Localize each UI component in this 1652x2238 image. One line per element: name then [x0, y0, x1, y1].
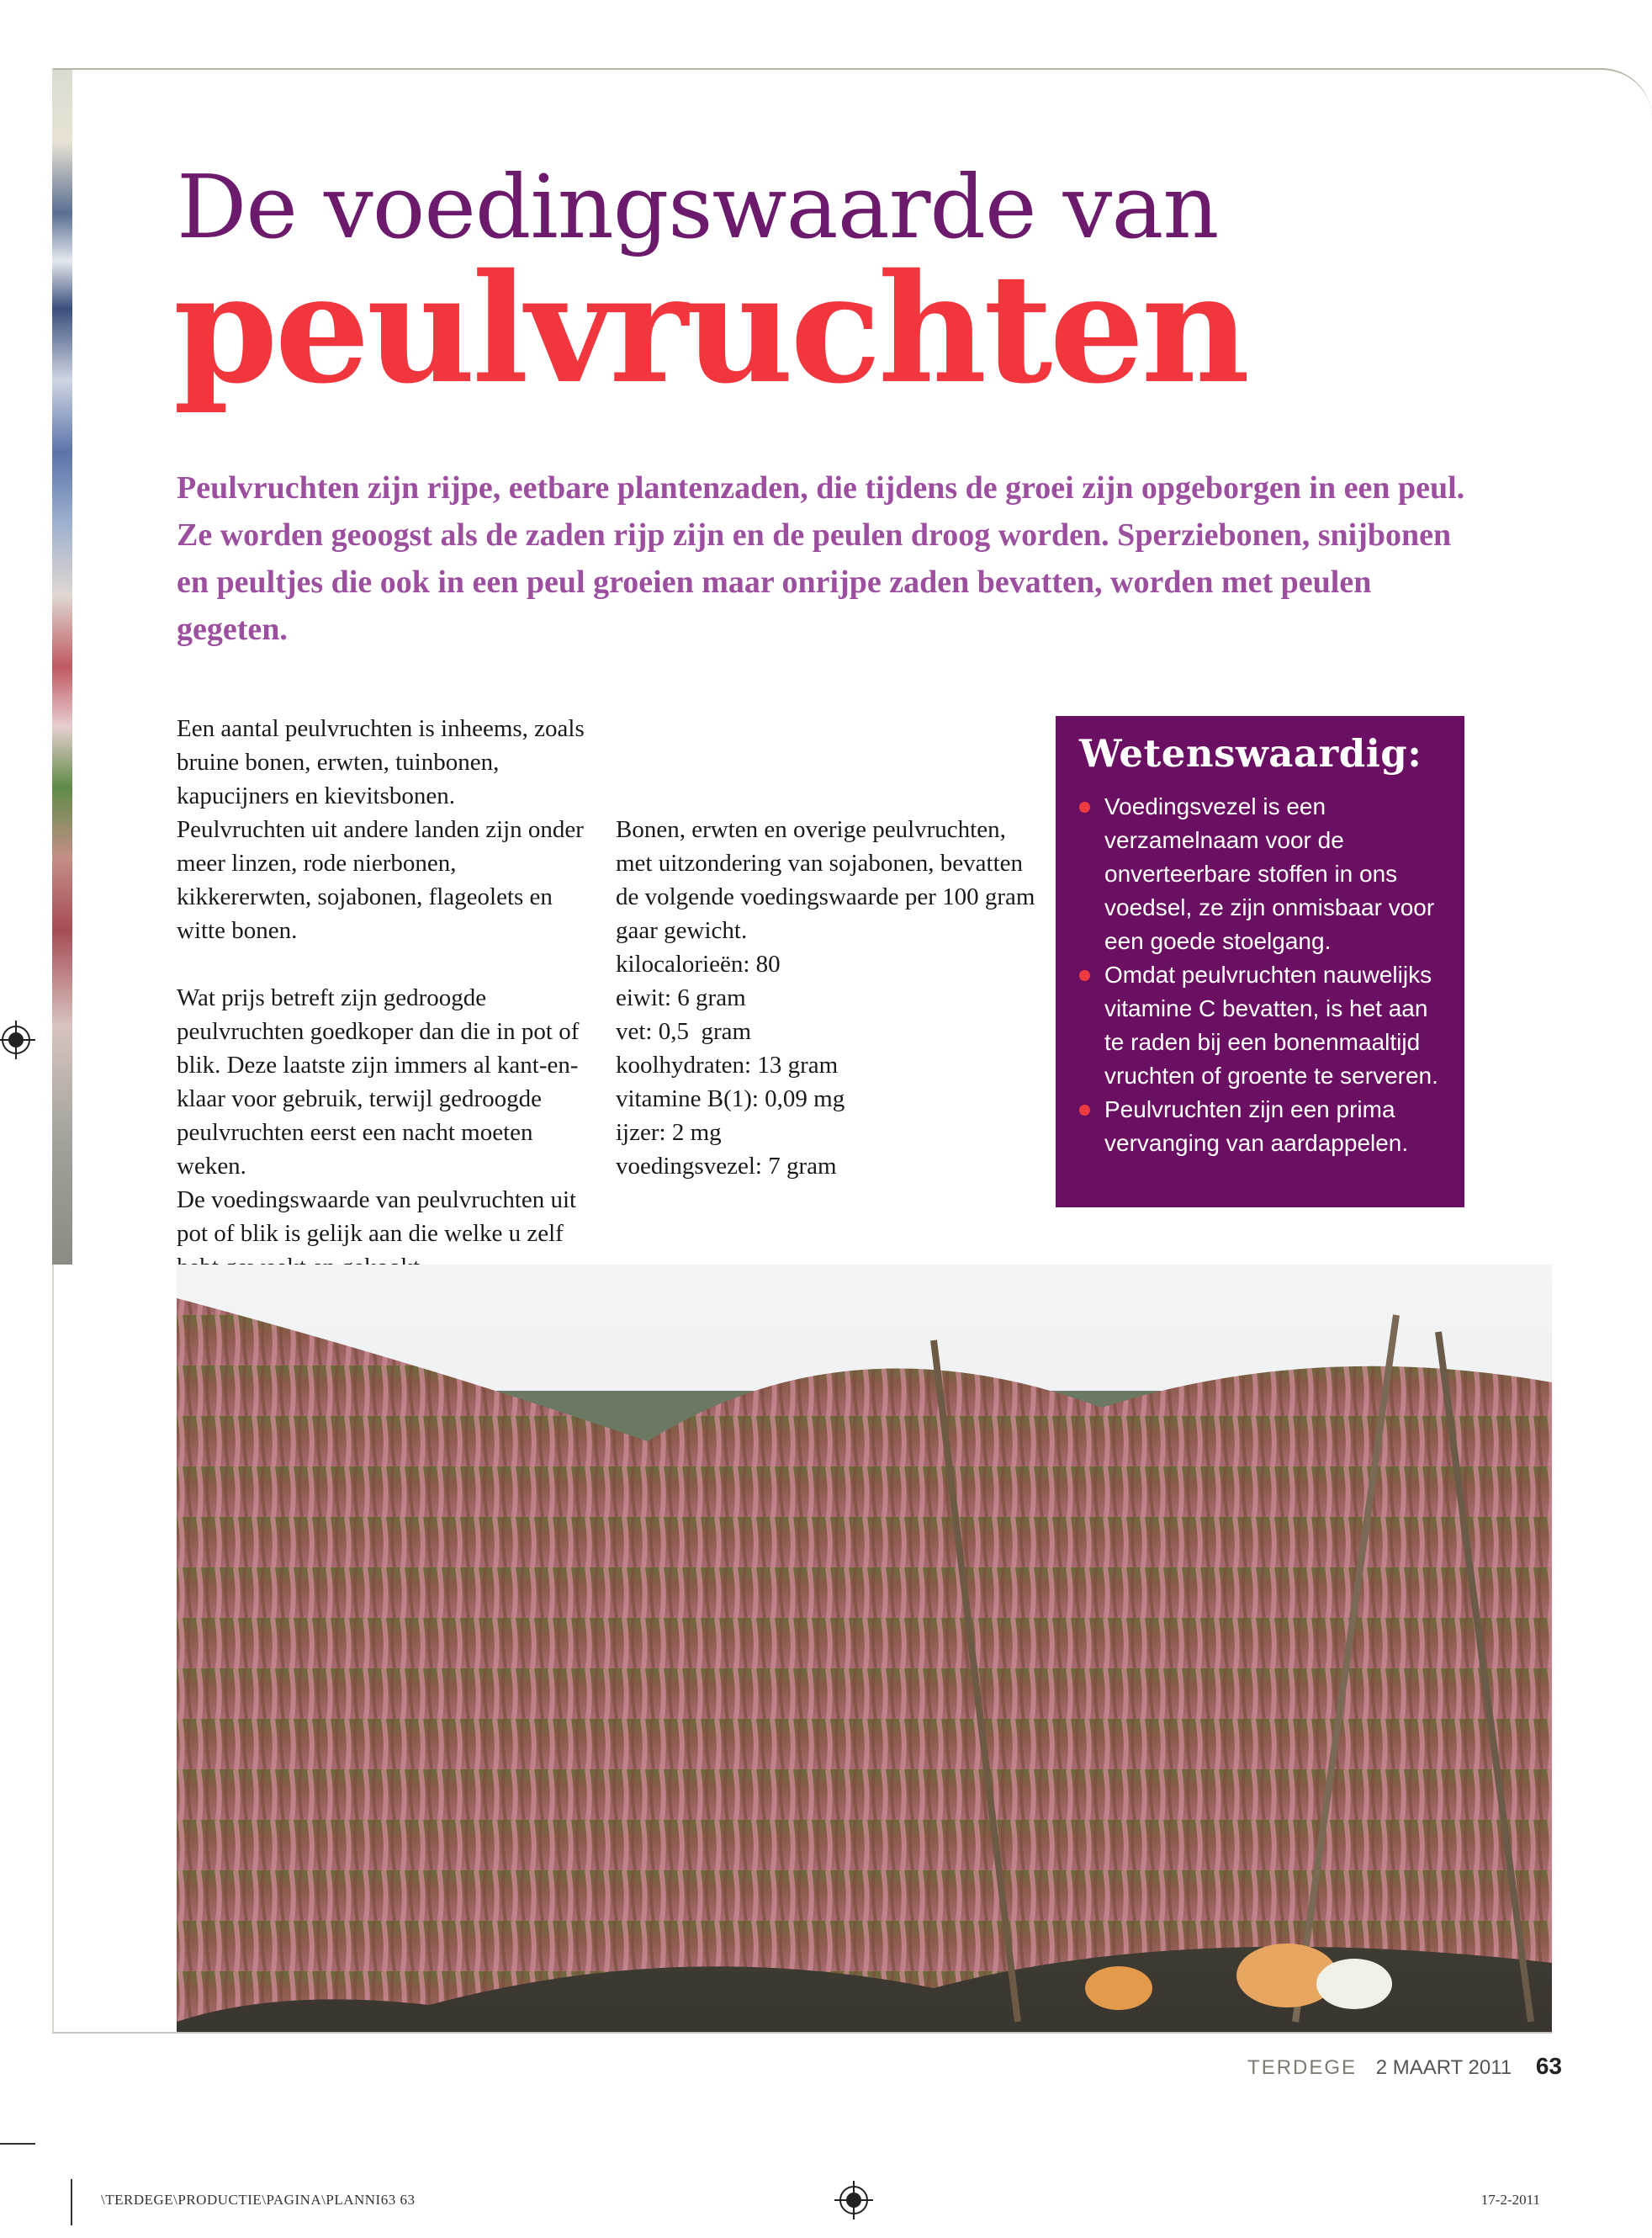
- nutrient-item: vitamine B(1): 0,09 mg: [616, 1085, 845, 1112]
- box-list-item-text: Peulvruchten zijn een prima vervanging van aardappelen.: [1104, 1096, 1409, 1156]
- registration-mark-icon: [2, 1026, 30, 1054]
- box-list-item: [1079, 1093, 1444, 1160]
- body-paragraph: De voedingswaarde van peulvruchten uit pot of blik is gelijk aan die welke u zelf: [177, 1186, 577, 1247]
- footer-rule: [52, 2032, 1552, 2034]
- title-line-2: peulvruchten: [173, 241, 1247, 416]
- nutrient-item: vet: 0,5 gram: [616, 1018, 752, 1045]
- nutrient-item: eiwit: 6 gram: [616, 984, 746, 1011]
- wetenswaardig-box: [1056, 716, 1464, 1207]
- body-paragraph: Een aantal peulvruchten is inheems, zoals bruine bonen, erwten, tuinbonen, kapucijners en kievitsbonen. Peulvruchten uit andere landen zijn onder meer linzen, rode nierbonen, kikkererwten, sojabonen, flageolets en witte bonen.: [177, 715, 585, 944]
- issue-date: 2 MAART 2011: [1375, 2056, 1512, 2079]
- magazine-name: TERDEGE: [1247, 2056, 1358, 2079]
- page-footer: [1247, 2053, 1562, 2080]
- text-column-2: [616, 712, 1036, 1183]
- crop-mark: [0, 2143, 35, 2145]
- nutrient-item: voedingsvezel: 7 gram: [616, 1153, 837, 1180]
- box-list-item-text: Voedingsvezel is een verzamelnaam voor de onverteerbare stoffen in ons voedsel, ze zijn onmisbaar voor een goede stoelgang.: [1104, 793, 1435, 954]
- drying-beans-photo: [177, 1265, 1552, 2032]
- nutrient-item: koolhydraten: 13 gram: [616, 1052, 839, 1079]
- body-paragraph: Wat prijs betreft zijn gedroogde peulvruchten goedkoper dan die in pot of blik. Deze laatste zijn immers al kant-en-klaar voor gebruik, terwijl gedroogde peulvruchten eerst een nacht moeten weken.: [177, 984, 580, 1180]
- box-title: Wetenswaardig:: [1079, 731, 1422, 776]
- registration-mark-icon: [839, 2186, 868, 2214]
- box-list-item: [1079, 790, 1444, 958]
- intro-paragraph: Peulvruchten zijn rijpe, eetbare plantenzaden, die tijdens de groei zijn opgeborgen in een peul. Ze worden geoogst als de zaden rijp zijn en de peulen droog worden. Sperziebonen, snijbonen en peultjes die ook in een peul groeien maar onrijpe zaden bevatten, worden met peulen gegeten.: [177, 470, 1465, 647]
- box-list-item: [1079, 958, 1444, 1093]
- adjacent-page-photo-strip: [52, 70, 72, 1265]
- crop-mark: [71, 2179, 72, 2225]
- title-line-1: De voedingswaarde van: [177, 156, 1219, 258]
- print-date: 17-2-2011: [1480, 2192, 1540, 2208]
- bullet-icon: [1079, 1105, 1090, 1116]
- nutrient-item: ijzer: 2 mg: [616, 1119, 722, 1146]
- bullet-icon: [1079, 970, 1090, 981]
- bullet-icon: [1079, 802, 1090, 813]
- nutrition-intro: Bonen, erwten en overige peulvruchten, met uitzondering van sojabonen, bevatten de volgende voedingswaarde per 100 gram gaar gewicht.: [616, 816, 1035, 944]
- nutrient-item: kilocalorieën: 80: [616, 951, 781, 978]
- print-file-path: \TERDEGE\PRODUCTIE\PAGINA\PLANNI63 63: [101, 2192, 416, 2208]
- page-number: 63: [1535, 2053, 1562, 2079]
- box-list: [1079, 790, 1444, 1160]
- box-list-item-text: Omdat peulvruchten nauwelijks vitamine C bevatten, is het aan te raden bij een bonenmaaltijd vruchten of groente te serveren.: [1104, 962, 1438, 1089]
- text-column-1: [177, 712, 589, 1284]
